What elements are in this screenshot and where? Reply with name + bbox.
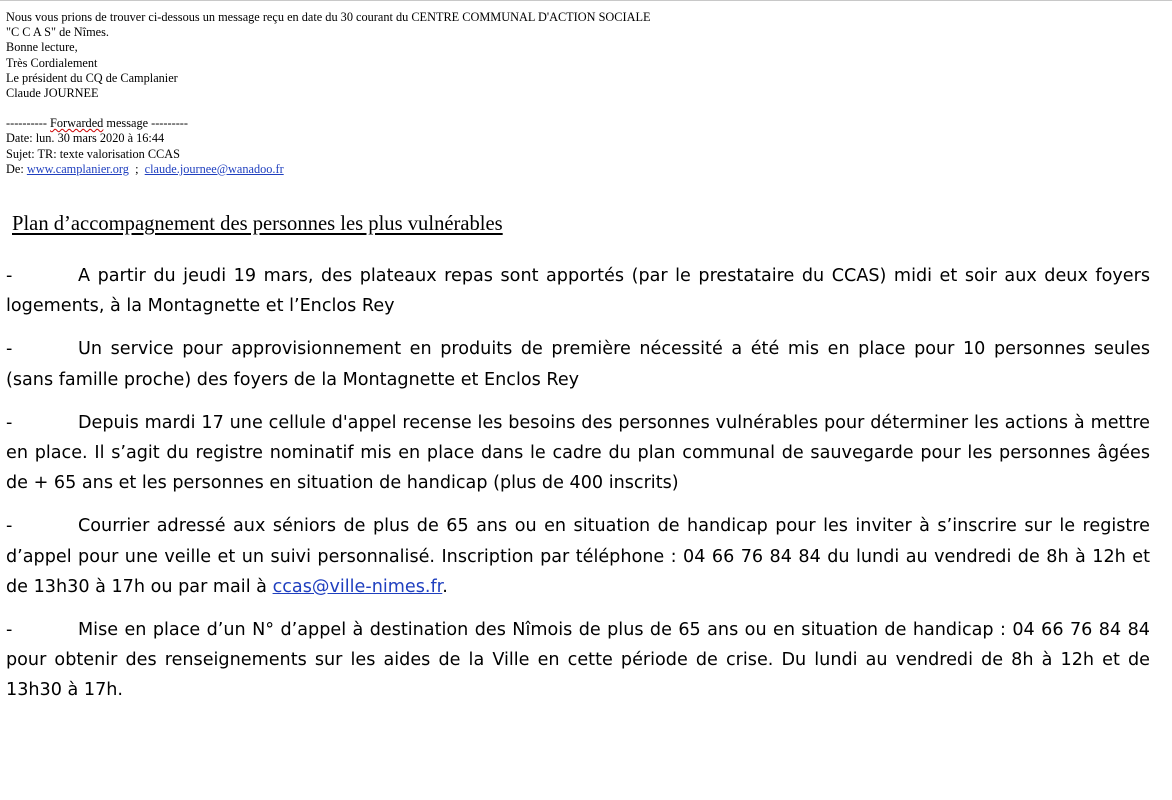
sender-email-link[interactable]: claude.journee@wanadoo.fr (144, 161, 284, 176)
paragraph: - A partir du jeudi 19 mars, des plateaux repas sont apportés (par le prestataire du CCAS) midi et soir aux deux foyers logements, à la Montagnette et l’Enclos Rey (6, 261, 1150, 321)
intro-line: Le président du CQ de Camplanier (6, 70, 178, 85)
paragraph: - Courrier adressé aux séniors de plus de 65 ans ou en situation de handicap pour les inviter à s’inscrire sur le registre d’appel pour une veille et un suivi personnalisé. Inscription par téléphone : 04 66 76 84 84 du lundi au vendredi de 8h à 12h et de 13h30 à 17h ou par mail à ccas@ville-nimes.fr. (6, 511, 1150, 602)
bullet-dash: - (6, 620, 13, 641)
paragraph: - Depuis mardi 17 une cellule d'appel recense les besoins des personnes vulnérables pour déterminer les actions à mettre en place. Il s’agit du registre nominatif mis en place dans le cadre du plan communal de sauvegarde pour les personnes âgées de + 65 ans et les personnes en situation de handicap (plus de 400 inscrits) (6, 408, 1150, 499)
camplanier-link[interactable]: www.camplanier.org (26, 161, 129, 176)
intro-line: Claude JOURNEE (6, 86, 99, 101)
forward-from: De: www.camplanier.org ; claude.journee@wanadoo.fr (6, 161, 284, 176)
intro-line: Nous vous prions de trouver ci-dessous un message reçu en date du 30 courant du CENTRE COMMUNAL D'ACTION SOCIALE (6, 10, 651, 24)
forward-subject: Sujet: TR: texte valorisation CCAS (6, 146, 180, 161)
intro-line: Très Cordialement (6, 55, 98, 70)
bullet-dash: - (6, 266, 13, 286)
paragraph: - Mise en place d’un N° d’appel à destination des Nîmois de plus de 65 ans ou en situation de handicap : 04 66 76 84 84 pour obtenir des renseignements sur les aides de la Ville en cette période de crise. Du lundi au vendredi de 8h à 12h et de 13h30 à 17h. (6, 615, 1150, 706)
top-border (0, 0, 1172, 4)
bullet-dash: - (6, 412, 13, 433)
bullet-dash: - (6, 339, 13, 360)
email-header (6, 10, 1156, 177)
intro-line: "C C A S" de Nîmes. (6, 25, 109, 40)
ccas-email-link[interactable]: ccas@ville-nimes.fr (272, 576, 443, 597)
document-body (6, 261, 1150, 706)
forwarded-word: Forwarded (50, 116, 104, 131)
forward-date: Date: lun. 30 mars 2020 à 16:44 (6, 131, 165, 146)
bullet-dash: - (6, 516, 13, 537)
document-title: Plan d’accompagnement des personnes les plus vulnérables (12, 213, 503, 235)
intro-line: Bonne lecture, (6, 40, 78, 55)
forwarded-separator: ---------- Forwarded message --------- (6, 116, 188, 131)
paragraph: - Un service pour approvisionnement en produits de première nécessité a été mis en place pour 10 personnes seules (sans famille proche) des foyers de la Montagnette et Enclos Rey (6, 334, 1150, 394)
